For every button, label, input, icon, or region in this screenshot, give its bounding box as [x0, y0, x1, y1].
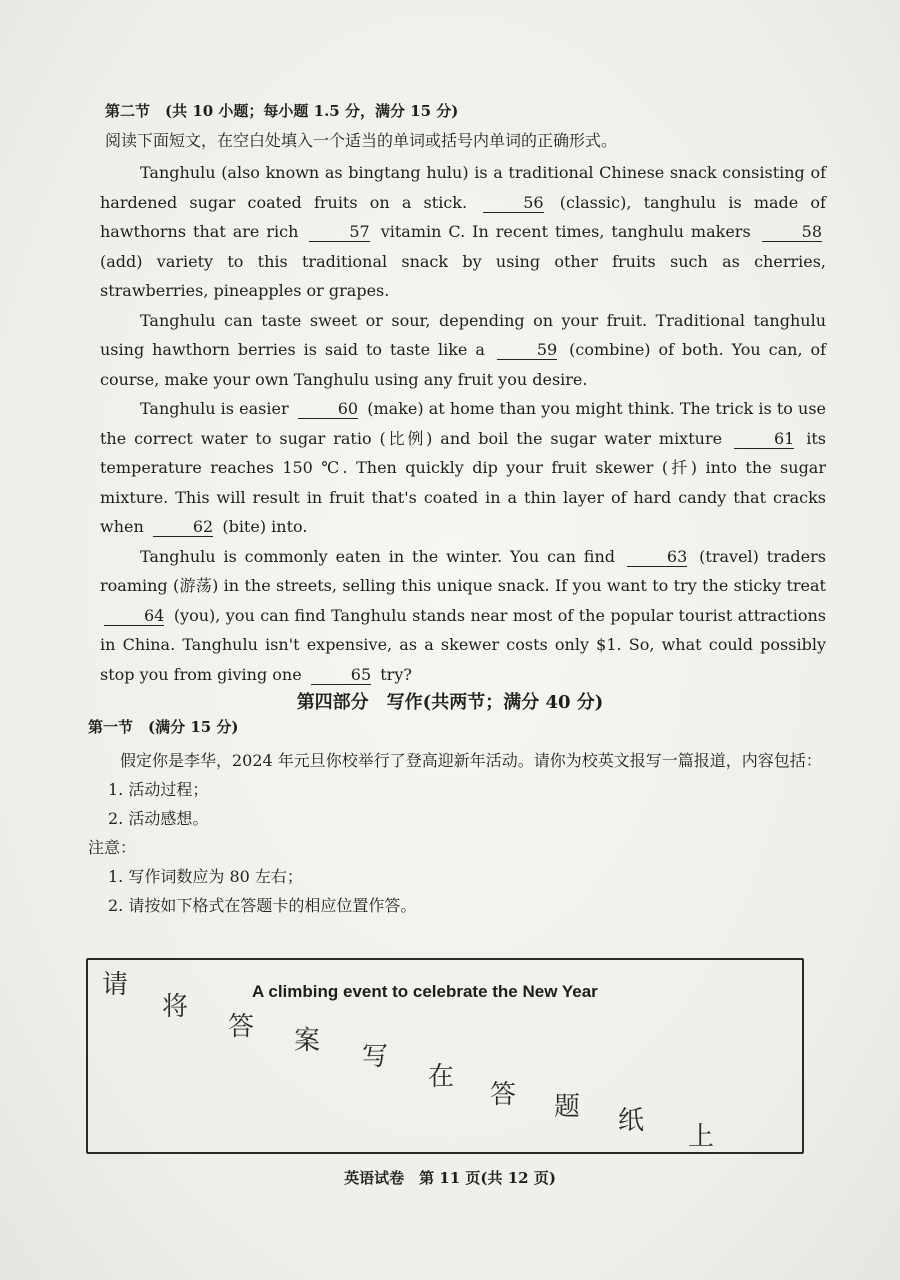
- note-item-1: 1. 写作词数应为 80 左右；: [108, 867, 303, 886]
- passage-text: its temperature reaches 150 ℃. Then quickly dip your fruit skewer (扦) into the sugar mixture. This will result in fruit that's coated in a thin layer of hard candy that cracks when: [100, 428, 826, 536]
- blank-65: 65: [311, 666, 371, 685]
- passage-paragraph-2: [100, 306, 826, 395]
- handwritten-char: 纸: [618, 1106, 645, 1136]
- passage-text: Tanghulu can taste sweet or sour, depending on your fruit. Traditional tanghulu using hawthorn berries is said to taste like a: [100, 310, 826, 359]
- passage-text: (combine) of both. You can, of course, make your own Tanghulu using any fruit you desire.: [100, 340, 827, 389]
- passage-text: Tanghulu (also known as bingtang hulu) is a traditional Chinese snack consisting of hardened sugar coated fruits on a stick.: [100, 163, 826, 212]
- content-item-2: 2. 活动感想。: [108, 809, 209, 828]
- writing-task: [88, 746, 828, 920]
- handwritten-char: 写: [362, 1042, 389, 1072]
- writing-prompt: 假定你是李华，2024 年元旦你校举行了登高迎新年活动。请你为校英文报写一篇报道，内容包括：: [120, 751, 822, 770]
- passage-text: (make) at home than you might think. The trick is to use the correct water to sugar ratio (比例) and boil the sugar water mixture: [100, 399, 827, 448]
- note-item-2: 2. 请按如下格式在答题卡的相应位置作答。: [108, 896, 417, 915]
- handwritten-char: 在: [428, 1062, 455, 1092]
- passage-text: vitamin C. In recent times, tanghulu makers: [380, 222, 751, 241]
- section1-header: 第一节 (满分 15 分): [88, 718, 239, 736]
- passage-paragraph-4: [100, 542, 826, 690]
- handwritten-char: 题: [554, 1092, 581, 1122]
- blank-61: 61: [734, 430, 794, 449]
- blank-57: 57: [309, 223, 369, 242]
- passage-text: Tanghulu is commonly eaten in the winter. You can find: [140, 546, 615, 566]
- blank-59: 59: [497, 341, 557, 360]
- passage-text: (travel) traders roaming (游荡) in the streets, selling this unique snack. If you want to try the sticky treat: [100, 546, 826, 595]
- passage-text: (you), you can find Tanghulu stands near most of the popular tourist attractions in China. Tanghulu isn't expensive, as a skewer costs only $1. So, what could possibly stop you from giving one: [100, 605, 827, 684]
- passage-text: Tanghulu is easier: [140, 399, 289, 418]
- cloze-passage: [100, 158, 826, 689]
- handwritten-char: 案: [294, 1026, 321, 1056]
- blank-60: 60: [298, 400, 358, 419]
- section2-instruction: 阅读下面短文，在空白处填入一个适当的单词或括号内单词的正确形式。: [105, 131, 618, 150]
- handwritten-char: 答: [490, 1080, 517, 1110]
- passage-text: try?: [380, 664, 412, 684]
- handwritten-char: 答: [228, 1012, 255, 1042]
- blank-63: 63: [627, 548, 687, 567]
- part4-title: 第四部分 写作(共两节；满分 40 分): [296, 692, 604, 713]
- passage-paragraph-3: [100, 394, 826, 542]
- section2-header: 第二节 (共 10 小题；每小题 1.5 分，满分 15 分): [105, 102, 459, 120]
- handwritten-char: 上: [688, 1122, 715, 1152]
- handwritten-char: 请: [102, 970, 129, 1000]
- passage-paragraph-1: [100, 158, 826, 306]
- blank-58: 58: [762, 223, 822, 242]
- passage-text: (bite) into.: [222, 517, 308, 536]
- blank-62: 62: [153, 518, 213, 537]
- handwritten-char: 将: [162, 992, 189, 1022]
- page-footer: 英语试卷 第 11 页(共 12 页): [344, 1169, 556, 1187]
- passage-text: (add) variety to this traditional snack by using other fruits such as cherries, strawberries, pineapples or grapes.: [100, 251, 826, 300]
- content-item-1: 1. 活动过程；: [108, 780, 209, 799]
- passage-text: (classic), tanghulu is made of hawthorns that are rich: [100, 192, 826, 241]
- blank-56: 56: [483, 194, 543, 213]
- essay-title: A climbing event to celebrate the New Year: [252, 982, 598, 1001]
- note-label: 注意：: [88, 838, 137, 857]
- answer-format-box: [86, 958, 804, 1154]
- blank-64: 64: [104, 607, 164, 626]
